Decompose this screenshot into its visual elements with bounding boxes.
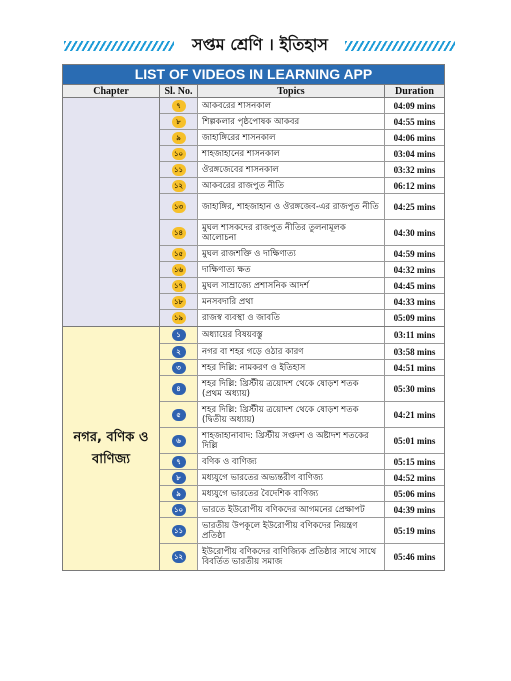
table-row [160,178,444,194]
sl-no-cell [160,402,198,427]
chapter-section [63,98,444,327]
sl-no-badge: ১ [172,329,186,341]
table-row [160,344,444,360]
table-row [160,376,444,402]
sl-no-badge: ৪ [172,383,186,395]
duration-cell: 04:52 mins [393,472,436,483]
topic-cell: মুঘল রাজশক্তি ও দাক্ষিণাত্য [198,246,385,261]
table-row [160,486,444,502]
duration-cell: 03:32 mins [393,164,436,175]
topic-cell: মুঘল সাম্রাজ্যে প্রশাসনিক আদর্শ [198,278,385,293]
sl-no-cell [160,454,198,469]
sl-no-badge: ১২ [172,180,186,192]
duration-cell: 04:25 mins [393,201,436,212]
chapter-cell [63,98,160,326]
duration-cell: 04:06 mins [393,132,436,143]
table-row [160,220,444,246]
topic-rows [160,98,444,326]
topic-cell: মধ্যযুগে ভারতের অভ্যন্তরীণ বাণিজ্য [198,470,385,485]
sl-no-badge: ১৯ [172,312,186,324]
duration-cell: 03:11 mins [393,330,436,340]
duration-cell: 06:12 mins [393,180,436,191]
column-header-topics: Topics [198,85,385,97]
table-row [160,98,444,114]
sl-no-cell [160,360,198,375]
column-header-sl-no: Sl. No. [160,85,198,97]
sl-no-cell [160,518,198,543]
sl-no-cell [160,146,198,161]
duration-cell: 05:30 mins [393,383,436,394]
table-row [160,310,444,326]
sl-no-badge: ৬ [172,435,186,447]
decorative-stripes-right [345,41,455,51]
sl-no-badge: ৫ [172,409,186,421]
duration-cell: 04:45 mins [393,280,436,291]
sl-no-cell [160,262,198,277]
topic-cell: ঔরঙ্গজেবের শাসনকাল [198,162,385,177]
sl-no-cell [160,178,198,193]
sl-no-cell [160,220,198,245]
duration-cell: 05:09 mins [393,313,436,323]
sl-no-badge: ৯ [172,488,186,500]
duration-cell: 04:33 mins [393,296,436,307]
table-row [160,470,444,486]
duration-cell: 05:19 mins [393,525,436,536]
topic-cell: ভারতে ইউরোপীয় বণিকদের আগমনের প্রেক্ষাপট [198,502,385,517]
table-header-row [63,84,444,98]
topic-cell: ইউরোপীয় বণিকদের বাণিজ্যিক প্রতিষ্ঠার সাথে সাথে বিবর্তিত ভারতীয় সমাজ [198,544,385,570]
table-row [160,454,444,470]
topic-cell: বণিক ও বাণিজ্য [198,454,385,469]
chapter-section [63,327,444,570]
topic-cell: মধ্যযুগে ভারতের বৈদেশিক বাণিজ্য [198,486,385,501]
column-header-duration: Duration [395,86,434,97]
duration-cell: 03:04 mins [393,148,436,159]
table-row [160,114,444,130]
topic-rows [160,327,444,570]
table-row [160,162,444,178]
sl-no-cell [160,544,198,570]
duration-cell: 04:30 mins [393,227,436,238]
sl-no-badge: ১৬ [172,264,186,276]
table-row [160,544,444,570]
sl-no-cell [160,470,198,485]
sl-no-badge: ৩ [172,362,186,374]
sl-no-badge: ১৪ [172,227,186,239]
topic-cell: শহর দিল্লি: খ্রিস্টীয় ত্রয়োদশ থেকে ষোড়শ শতক (প্রথম অধ্যায়) [198,376,385,401]
topic-cell: অধ্যায়ের বিষয়বস্তু [198,327,385,343]
sl-no-badge: ৮ [172,116,186,128]
sl-no-badge: ১৩ [172,201,186,213]
page-title: সপ্তম শ্রেণি । ইতিহাস [192,35,328,54]
table-row [160,402,444,428]
topic-cell: রাজস্ব ব্যবস্থা ও জাবতি [198,310,385,326]
column-header-chapter: Chapter [63,85,160,97]
sl-no-cell [160,162,198,177]
table-body [63,98,444,570]
table-row [160,278,444,294]
sl-no-cell [160,98,198,113]
table-row [160,502,444,518]
sl-no-badge: ১৮ [172,296,186,308]
topic-cell: আকবরের শাসনকাল [198,98,385,113]
sl-no-badge: ১০ [172,504,186,516]
sl-no-cell [160,486,198,501]
sl-no-cell [160,310,198,326]
duration-cell: 04:55 mins [393,116,436,127]
table-banner: LIST OF VIDEOS IN LEARNING APP [63,65,444,84]
topic-cell: আকবরের রাজপুত নীতি [198,178,385,193]
table-row [160,194,444,220]
topic-cell: শিল্পকলার পৃষ্ঠপোষক আকবর [198,114,385,129]
sl-no-badge: ৭ [172,100,186,112]
sl-no-cell [160,502,198,517]
sl-no-cell [160,114,198,129]
duration-cell: 04:51 mins [393,362,436,373]
table-row [160,518,444,544]
sl-no-cell [160,194,198,219]
sl-no-badge: ১১ [172,164,186,176]
topic-cell: জাহাঙ্গিরের শাসনকাল [198,130,385,145]
sl-no-cell [160,428,198,453]
topic-cell: নগর বা শহর গড়ে ওঠার কারণ [198,344,385,359]
sl-no-cell [160,278,198,293]
table-row [160,294,444,310]
table-row [160,130,444,146]
sl-no-cell [160,246,198,261]
table-row [160,146,444,162]
video-list-table [62,64,445,571]
chapter-cell: নগর, বণিক ও বাণিজ্য [63,327,160,570]
topic-cell: জাহাঙ্গির, শাহজাহান ও ঔরঙ্গজেব-এর রাজপুত নীতি [198,194,385,219]
sl-no-badge: ৯ [172,132,186,144]
topic-cell: শহর দিল্লি: নামকরণ ও ইতিহাস [198,360,385,375]
table-row [160,262,444,278]
decorative-stripes-left [64,41,174,51]
duration-cell: 05:46 mins [393,552,436,562]
table-row [160,246,444,262]
topic-cell: ভারতীয় উপকূলে ইউরোপীয় বণিকদের নিয়ন্ত্রণ প্রতিষ্ঠা [198,518,385,543]
topic-cell: দাক্ষিণাত্য ক্ষত [198,262,385,277]
table-row [160,327,444,344]
topic-cell: শহর দিল্লি: খ্রিস্টীয় ত্রয়োদশ থেকে ষোড়শ শতক (দ্বিতীয় অধ্যায়) [198,402,385,427]
duration-cell: 04:09 mins [393,100,436,111]
duration-cell: 04:39 mins [393,504,436,515]
table-row [160,360,444,376]
sl-no-cell [160,327,198,343]
sl-no-cell [160,344,198,359]
topic-cell: শাহজাহানের শাসনকাল [198,146,385,161]
topic-cell: মনসবদারি প্রথা [198,294,385,309]
duration-cell: 04:59 mins [393,248,436,259]
sl-no-badge: ১২ [172,551,186,563]
sl-no-cell [160,376,198,401]
sl-no-badge: ১৫ [172,248,186,260]
page-header [0,30,511,60]
duration-cell: 03:58 mins [393,346,436,357]
sl-no-badge: ১৭ [172,280,186,292]
duration-cell: 05:06 mins [393,488,436,499]
duration-cell: 05:01 mins [393,435,436,446]
duration-cell: 04:21 mins [393,409,436,420]
sl-no-badge: ১১ [172,525,186,537]
sl-no-cell [160,130,198,145]
sl-no-cell [160,294,198,309]
sl-no-badge: ২ [172,346,186,358]
table-row [160,428,444,454]
sl-no-badge: ১০ [172,148,186,160]
sl-no-badge: ৭ [172,456,186,468]
topic-cell: মুঘল শাসকদের রাজপুত নীতির তুলনামূলক আলোচনা [198,220,385,245]
sl-no-badge: ৮ [172,472,186,484]
duration-cell: 04:32 mins [393,264,436,275]
topic-cell: শাহজাহানাবাদ: খ্রিস্টীয় সপ্তদশ ও অষ্টাদশ শতকের দিল্লি [198,428,385,453]
duration-cell: 05:15 mins [393,456,436,467]
